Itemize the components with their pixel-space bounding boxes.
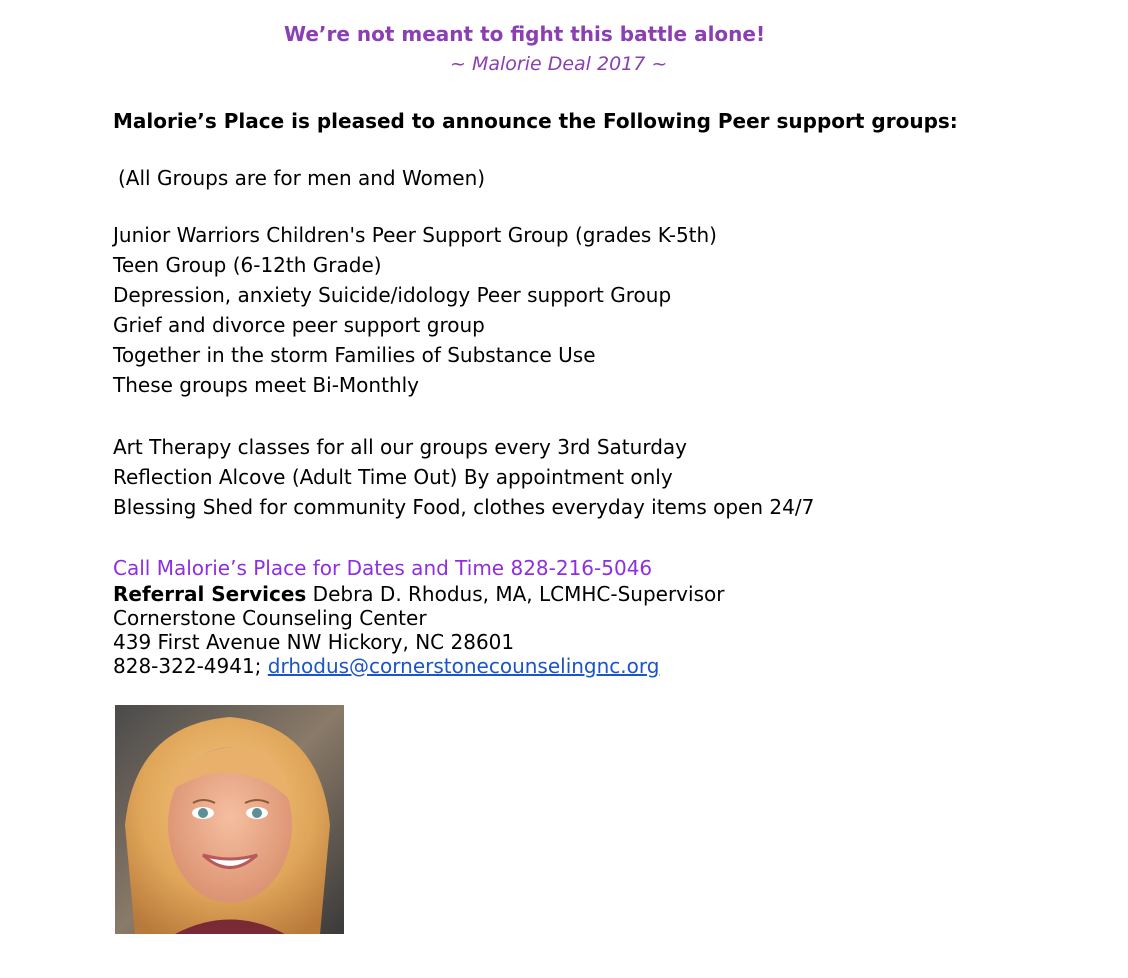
phone-email-line <box>113 654 724 678</box>
list-item: Grief and divorce peer support group <box>113 313 485 337</box>
referral-contact-block <box>113 582 724 678</box>
referral-line <box>113 582 724 606</box>
list-item: Teen Group (6-12th Grade) <box>113 253 382 277</box>
list-item: Blessing Shed for community Food, clothes everyday items open 24/7 <box>113 495 815 519</box>
list-item: These groups meet Bi-Monthly <box>113 373 420 397</box>
address: 439 First Avenue NW Hickory, NC 28601 <box>113 630 515 654</box>
call-line: Call Malorie’s Place for Dates and Time 828-216-5046 <box>113 556 653 580</box>
list-item: Junior Warriors Children's Peer Support Group (grades K-5th) <box>113 223 717 247</box>
quote-attribution: ~ Malorie Deal 2017 ~ <box>450 53 668 75</box>
list-item: Art Therapy classes for all our groups every 3rd Saturday <box>113 435 687 459</box>
organization-name: Cornerstone Counseling Center <box>113 606 427 630</box>
email-link[interactable]: drhodus@cornerstonecounselingnc.org <box>267 654 660 678</box>
phone: 828-322-4941; <box>113 654 268 678</box>
groups-note: (All Groups are for men and Women) <box>118 166 486 190</box>
services-list <box>113 432 814 522</box>
list-item: Depression, anxiety Suicide/idology Peer support Group <box>113 283 672 307</box>
list-item: Reflection Alcove (Adult Time Out) By appointment only <box>113 465 673 489</box>
list-item: Together in the storm Families of Substance Use <box>113 343 596 367</box>
announcement-heading: Malorie’s Place is pleased to announce the Following Peer support groups: <box>113 109 958 133</box>
referral-name: Debra D. Rhodus, MA, LCMHC-Supervisor <box>306 582 725 606</box>
quote-heading: We’re not meant to fight this battle alone! <box>284 22 766 46</box>
referral-label: Referral Services <box>113 582 307 606</box>
support-groups-list <box>113 220 717 400</box>
portrait-photo <box>115 705 344 934</box>
